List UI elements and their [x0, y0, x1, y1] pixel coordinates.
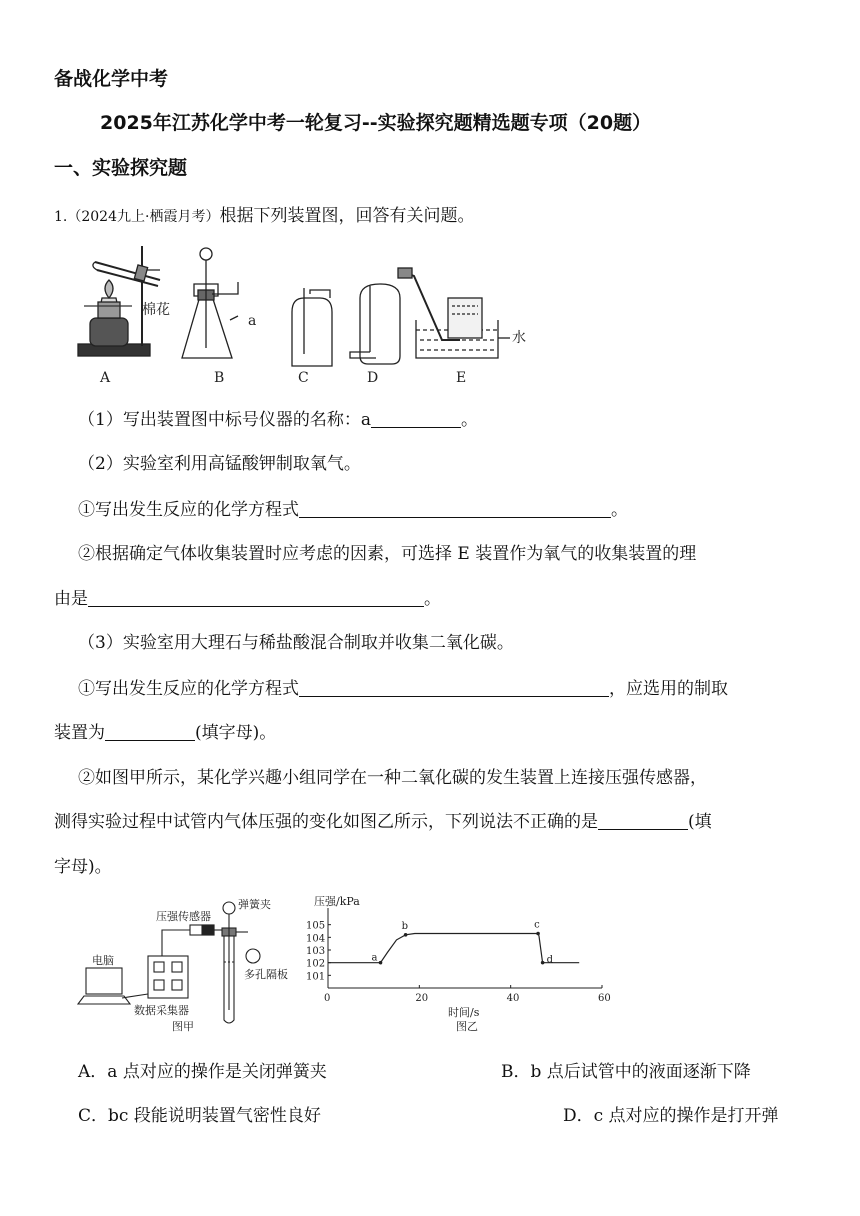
pressure-figure — [72, 892, 632, 1037]
apparatus-figure — [70, 236, 540, 388]
x-tick-label: 0 — [324, 993, 331, 1004]
y-tick-label: 105 — [306, 920, 326, 932]
question-number: 1. — [54, 209, 68, 225]
label-sensor: 压强传感器 — [156, 910, 211, 923]
sub-question-3-2: ②如图甲所示，某化学兴趣小组同学在一种二氧化碳的发生装置上连接压强传感器， — [78, 768, 707, 788]
chart-xlabel: 时间/s — [448, 1006, 480, 1019]
caption-b: 图乙 — [456, 1020, 478, 1033]
label-cotton: 棉花 — [142, 302, 170, 318]
sub-question-2: （2）实验室利用高锰酸钾制取氧气。 — [78, 454, 361, 474]
y-tick-label: 104 — [306, 933, 326, 945]
point-label-b: b — [401, 920, 409, 932]
point-d — [541, 961, 545, 965]
pressure-line — [328, 934, 579, 963]
sub-question-3-1: ①写出发生反应的化学方程式 ，应选用的制取 — [78, 679, 728, 699]
x-tick-label: 60 — [598, 993, 611, 1004]
point-label-a: a — [371, 952, 378, 964]
point-b — [404, 933, 408, 937]
label-a: a — [248, 313, 257, 329]
y-tick-label: 101 — [306, 971, 326, 983]
question-text: 根据下列装置图，回答有关问题。 — [219, 206, 475, 226]
laptop-screen — [86, 968, 122, 994]
y-tick-label: 103 — [306, 946, 326, 957]
label-B: B — [214, 370, 225, 386]
gas-bottle-c — [292, 298, 332, 366]
sub-question-3-2-end: 字母)。 — [54, 857, 112, 877]
sub-question-2-1: ①写出发生反应的化学方程式 。 — [78, 500, 628, 520]
answer-blank[interactable] — [598, 811, 688, 830]
label-plate: 多孔隔板 — [244, 968, 288, 981]
section-title: 一、实验探究题 — [54, 157, 188, 179]
answer-blank[interactable] — [371, 409, 461, 428]
answer-blank[interactable] — [88, 588, 424, 607]
point-a — [379, 961, 383, 965]
point-label-d: d — [546, 954, 554, 966]
main-title: 2025年江苏化学中考一轮复习--实验探究题精选题专项（20题） — [100, 112, 652, 134]
label-E: E — [456, 370, 467, 386]
label-clip: 弹簧夹 — [238, 898, 271, 911]
pressure-chart — [306, 895, 611, 1019]
x-tick-label: 20 — [415, 993, 429, 1004]
label-computer: 电脑 — [92, 954, 114, 967]
chart-ylabel: 压强/kPa — [314, 895, 360, 908]
sub-question-3-1-cont: 装置为 (填字母)。 — [54, 723, 277, 743]
sub-question-1: （1）写出装置图中标号仪器的名称：a 。 — [78, 410, 478, 430]
option-C[interactable]: C．bc 段能说明装置气密性良好 — [78, 1106, 321, 1126]
question-source: （2024九上·栖霞月考） — [67, 209, 220, 225]
option-D[interactable]: D．c 点对应的操作是打开弹 — [563, 1106, 779, 1126]
label-D: D — [367, 370, 379, 386]
label-A: A — [100, 370, 111, 386]
sub-question-2-2-cont: 由是 。 — [54, 589, 441, 609]
answer-blank[interactable] — [105, 722, 195, 741]
answer-blank[interactable] — [299, 678, 609, 697]
x-tick-label: 40 — [506, 993, 520, 1004]
answer-blank[interactable] — [299, 499, 611, 518]
option-A[interactable]: A．a 点对应的操作是关闭弹簧夹 — [78, 1062, 327, 1082]
point-c — [536, 932, 540, 936]
sub-question-2-2: ②根据确定气体收集装置时应考虑的因素，可选择 E 装置作为氧气的收集装置的理 — [78, 544, 697, 564]
question-stem — [54, 201, 474, 226]
alcohol-lamp — [90, 318, 128, 346]
option-B[interactable]: B．b 点后试管中的液面逐渐下降 — [501, 1062, 751, 1082]
caption-a: 图甲 — [172, 1020, 194, 1033]
sub-question-3-2-cont: 测得实验过程中试管内气体压强的变化如图乙所示，下列说法不正确的是 (填 — [54, 812, 712, 832]
label-C: C — [298, 370, 309, 386]
point-label-c: c — [534, 919, 540, 931]
y-tick-label: 102 — [306, 958, 326, 970]
top-title: 备战化学中考 — [54, 68, 169, 90]
label-collector: 数据采集器 — [134, 1004, 189, 1017]
sub-question-3: （3）实验室用大理石与稀盐酸混合制取并收集二氧化碳。 — [78, 633, 514, 653]
label-water: 水 — [512, 330, 526, 346]
